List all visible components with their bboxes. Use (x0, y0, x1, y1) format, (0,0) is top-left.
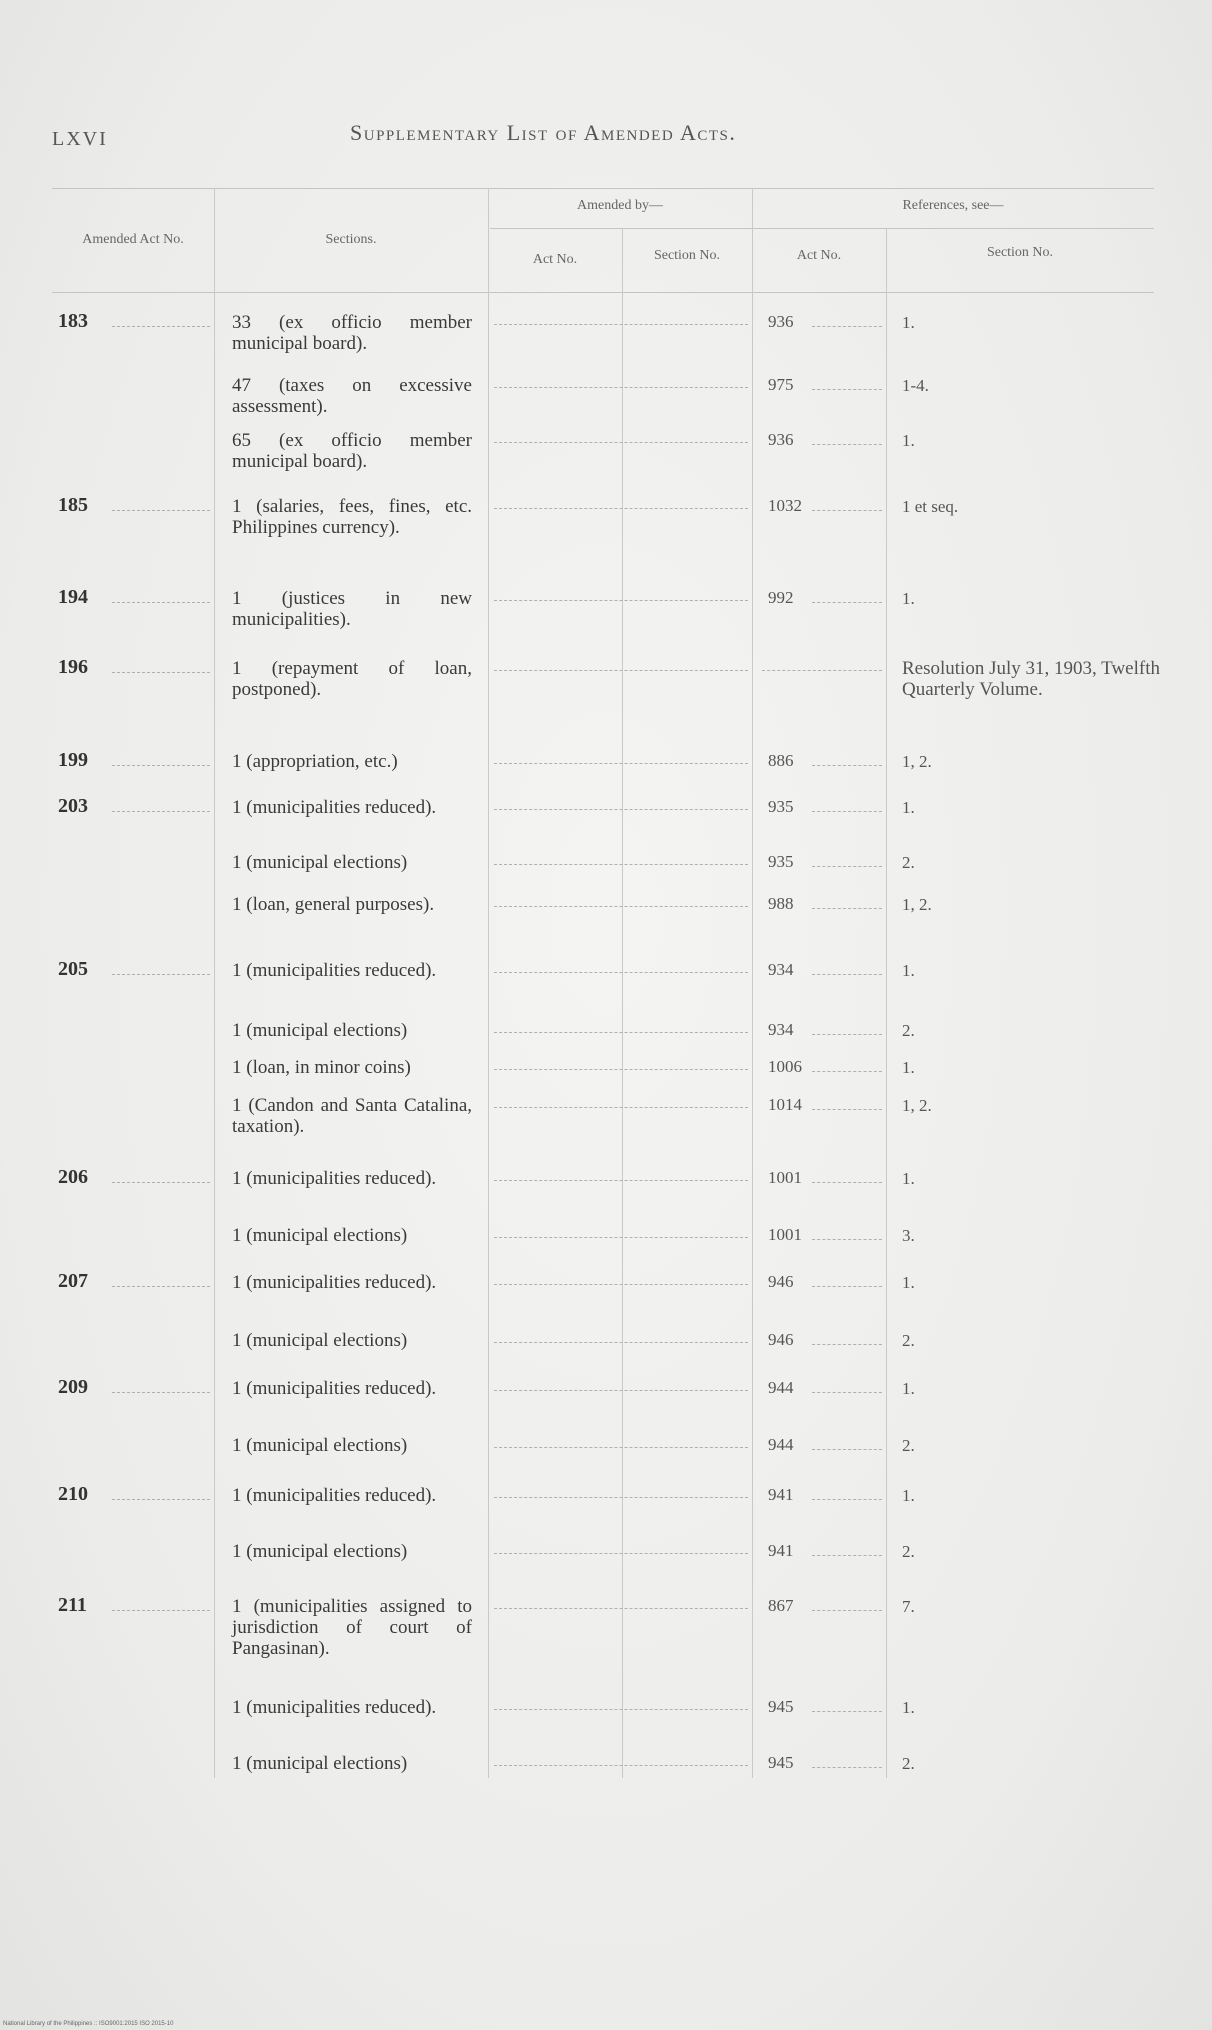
leader-dots (494, 906, 748, 907)
library-footer: National Library of the Philippines :: ISO9001:2015 ISO 2015-10 (3, 2021, 174, 2027)
amended-act-number: 183 (58, 310, 88, 332)
leader-dots (494, 1284, 748, 1285)
leader-dots (494, 508, 748, 509)
reference-act-number: 945 (768, 1697, 794, 1716)
reference-section: 1. (902, 589, 915, 608)
leader-dots (812, 1449, 882, 1450)
table-header-rule (52, 292, 1154, 293)
amended-act-number: 199 (58, 749, 88, 771)
leader-dots (494, 1709, 748, 1710)
section-description: 1 (municipalities reduced). (232, 960, 437, 981)
reference-act-number: 886 (768, 751, 794, 770)
leader-dots (812, 1034, 882, 1035)
reference-section: 1. (902, 313, 915, 332)
leader-dots (812, 1555, 882, 1556)
leader-dots (494, 1765, 748, 1766)
amended-act-number: 185 (58, 494, 88, 516)
section-description: 1 (municipalities assigned to jurisdiction of court of Pangasinan). (232, 1596, 472, 1659)
reference-section: 1, 2. (902, 752, 932, 771)
amended-act-number: 209 (58, 1376, 88, 1398)
leader-dots (494, 1390, 748, 1391)
leader-dots (112, 602, 210, 603)
reference-section: 2. (902, 1331, 915, 1350)
leader-dots (812, 1711, 882, 1712)
reference-act-number: 936 (768, 312, 794, 331)
reference-section: 3. (902, 1226, 915, 1245)
reference-section: 2. (902, 1021, 915, 1040)
leader-dots (494, 1069, 748, 1070)
reference-section: 2. (902, 1436, 915, 1455)
reference-act-number: 935 (768, 797, 794, 816)
section-description: 1 (municipalities reduced). (232, 1378, 437, 1399)
leader-dots (812, 602, 882, 603)
leader-dots (762, 670, 882, 671)
leader-dots (494, 1608, 748, 1609)
reference-act-number: 946 (768, 1330, 794, 1349)
amended-act-number: 205 (58, 958, 88, 980)
reference-act-number: 935 (768, 852, 794, 871)
reference-act-number: 941 (768, 1485, 794, 1504)
reference-act-number: 936 (768, 430, 794, 449)
amended-act-number: 211 (58, 1594, 87, 1616)
leader-dots (494, 1032, 748, 1033)
leader-dots (494, 324, 748, 325)
leader-dots (812, 1499, 882, 1500)
header-amended-act: Act No. (532, 252, 578, 267)
reference-section: 1. (902, 798, 915, 817)
leader-dots (112, 1182, 210, 1183)
leader-dots (812, 326, 882, 327)
reference-section: 1, 2. (902, 895, 932, 914)
leader-dots (494, 670, 748, 671)
leader-dots (812, 1286, 882, 1287)
section-description: 1 (municipalities reduced). (232, 797, 437, 818)
leader-dots (812, 1239, 882, 1240)
leader-dots (812, 1071, 882, 1072)
leader-dots (112, 1610, 210, 1611)
column-divider (752, 188, 753, 1778)
reference-act-number: 1014 (768, 1095, 802, 1114)
reference-act-number: 1006 (768, 1057, 802, 1076)
section-description: 1 (salaries, fees, fines, etc. Philippines currency). (232, 496, 472, 538)
leader-dots (812, 811, 882, 812)
amended-act-number: 206 (58, 1166, 88, 1188)
section-description: 1 (municipal elections) (232, 1330, 408, 1351)
leader-dots (494, 864, 748, 865)
leader-dots (494, 1553, 748, 1554)
section-description: 1 (repayment of loan, postponed). (232, 658, 472, 700)
reference-section: 1. (902, 1698, 915, 1717)
leader-dots (112, 1499, 210, 1500)
section-description: 1 (Candon and Santa Catalina, taxation). (232, 1095, 472, 1137)
reference-section: 1. (902, 1379, 915, 1398)
reference-section: Resolution July 31, 1903, Twelfth Quarterly Volume. (902, 658, 1160, 700)
reference-section: 1-4. (902, 376, 929, 395)
section-description: 1 (municipal elections) (232, 1225, 408, 1246)
section-description: 1 (loan, general purposes). (232, 894, 435, 915)
column-divider (488, 188, 489, 1778)
reference-act-number: 944 (768, 1435, 794, 1454)
section-description: 1 (municipal elections) (232, 852, 408, 873)
leader-dots (112, 765, 210, 766)
section-description: 1 (municipal elections) (232, 1435, 408, 1456)
leader-dots (494, 1180, 748, 1181)
reference-act-number: 1001 (768, 1168, 802, 1187)
reference-section: 2. (902, 1754, 915, 1773)
section-description: 1 (municipalities reduced). (232, 1697, 437, 1718)
section-description: 1 (municipal elections) (232, 1541, 408, 1562)
reference-section: 7. (902, 1597, 915, 1616)
leader-dots (494, 1497, 748, 1498)
leader-dots (812, 389, 882, 390)
amended-act-number: 196 (58, 656, 88, 678)
header-ref-act: Act No. (796, 248, 842, 263)
leader-dots (112, 974, 210, 975)
page-folio: LXVI (52, 128, 108, 150)
leader-dots (112, 510, 210, 511)
leader-dots (112, 672, 210, 673)
reference-section: 1. (902, 431, 915, 450)
reference-section: 1, 2. (902, 1096, 932, 1115)
reference-act-number: 1001 (768, 1225, 802, 1244)
column-divider (886, 228, 887, 1778)
section-description: 65 (ex officio member municipal board). (232, 430, 472, 472)
amended-act-number: 194 (58, 586, 88, 608)
leader-dots (112, 811, 210, 812)
table-mid-rule (490, 228, 1154, 229)
leader-dots (812, 1182, 882, 1183)
header-ref-section: Section No. (986, 245, 1054, 260)
section-description: 1 (municipal elections) (232, 1020, 408, 1041)
section-description: 1 (justices in new municipalities). (232, 588, 472, 630)
reference-section: 1. (902, 1169, 915, 1188)
reference-act-number: 992 (768, 588, 794, 607)
amended-act-number: 207 (58, 1270, 88, 1292)
leader-dots (812, 1344, 882, 1345)
leader-dots (494, 972, 748, 973)
reference-act-number: 934 (768, 1020, 794, 1039)
leader-dots (494, 763, 748, 764)
section-description: 47 (taxes on excessive assessment). (232, 375, 472, 417)
reference-act-number: 941 (768, 1541, 794, 1560)
header-amended-act-no: Amended Act No. (82, 232, 184, 247)
leader-dots (812, 510, 882, 511)
reference-act-number: 988 (768, 894, 794, 913)
section-description: 33 (ex officio member municipal board). (232, 312, 472, 354)
leader-dots (494, 1447, 748, 1448)
leader-dots (812, 866, 882, 867)
leader-dots (494, 1342, 748, 1343)
column-divider (622, 228, 623, 1778)
reference-section: 2. (902, 853, 915, 872)
leader-dots (112, 1392, 210, 1393)
leader-dots (812, 974, 882, 975)
reference-section: 1. (902, 1058, 915, 1077)
page-title: Supplementary List of Amended Acts. (350, 120, 737, 145)
section-description: 1 (municipalities reduced). (232, 1485, 437, 1506)
reference-section: 1. (902, 961, 915, 980)
leader-dots (494, 1237, 748, 1238)
reference-act-number: 944 (768, 1378, 794, 1397)
leader-dots (812, 908, 882, 909)
reference-section: 2. (902, 1542, 915, 1561)
leader-dots (812, 1767, 882, 1768)
reference-act-number: 934 (768, 960, 794, 979)
leader-dots (812, 1610, 882, 1611)
leader-dots (812, 1392, 882, 1393)
leader-dots (494, 600, 748, 601)
header-references: References, see— (902, 198, 1004, 213)
reference-act-number: 945 (768, 1753, 794, 1772)
header-amended-section: Section No. (653, 248, 721, 263)
leader-dots (494, 1107, 748, 1108)
leader-dots (812, 765, 882, 766)
section-description: 1 (municipalities reduced). (232, 1272, 437, 1293)
reference-act-number: 946 (768, 1272, 794, 1291)
section-description: 1 (municipalities reduced). (232, 1168, 437, 1189)
reference-section: 1 et seq. (902, 497, 959, 516)
reference-section: 1. (902, 1486, 915, 1505)
leader-dots (112, 1286, 210, 1287)
section-description: 1 (municipal elections) (232, 1753, 408, 1774)
leader-dots (812, 1109, 882, 1110)
amended-act-number: 203 (58, 795, 88, 817)
reference-act-number: 867 (768, 1596, 794, 1615)
header-amended-by: Amended by— (577, 198, 663, 213)
reference-act-number: 975 (768, 375, 794, 394)
header-sections: Sections. (325, 232, 377, 247)
leader-dots (494, 442, 748, 443)
amended-act-number: 210 (58, 1483, 88, 1505)
table-top-rule (52, 188, 1154, 189)
leader-dots (494, 387, 748, 388)
reference-section: 1. (902, 1273, 915, 1292)
column-divider (214, 188, 215, 1778)
leader-dots (812, 444, 882, 445)
section-description: 1 (loan, in minor coins) (232, 1057, 411, 1078)
reference-act-number: 1032 (768, 496, 802, 515)
leader-dots (112, 326, 210, 327)
leader-dots (494, 809, 748, 810)
section-description: 1 (appropriation, etc.) (232, 751, 398, 772)
